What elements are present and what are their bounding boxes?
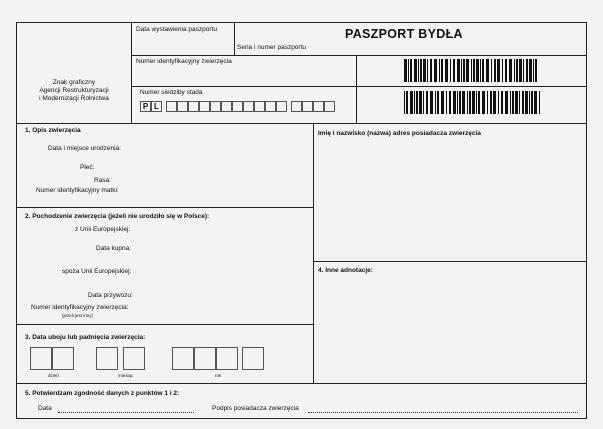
barcode-stripe bbox=[480, 59, 481, 82]
barcode-stripe bbox=[434, 59, 437, 82]
barcode-stripe bbox=[519, 59, 522, 82]
mother-id-label: Numer identyfikacyjny matki: bbox=[36, 187, 119, 194]
non-eu-label: spoza Unii Europejskiej: bbox=[62, 268, 132, 275]
barcode-stripe bbox=[486, 59, 489, 82]
barcode-stripe bbox=[418, 59, 419, 82]
birth-label: Data i miejsce urodzenia: bbox=[48, 145, 121, 152]
owner-heading: Imię i nazwisko (nazwa) adres posiadacza zwierzęcia bbox=[318, 130, 481, 137]
month-caption: miesiąc bbox=[118, 373, 134, 378]
barcode-stripe bbox=[406, 91, 408, 114]
herd-id-cell[interactable] bbox=[188, 101, 199, 112]
logo-line: i Modernizacji Rolnictwa bbox=[39, 95, 109, 102]
barcode-stripe bbox=[487, 91, 488, 114]
barcode-stripe bbox=[457, 91, 458, 114]
barcode-stripe bbox=[482, 59, 484, 82]
divider bbox=[16, 123, 587, 124]
purchase-date-label: Data kupna: bbox=[96, 245, 132, 252]
barcode-stripe bbox=[476, 91, 477, 114]
barcode-stripe bbox=[498, 91, 499, 114]
barcode-stripe bbox=[427, 59, 428, 82]
barcode-stripe bbox=[501, 91, 503, 114]
barcode-stripe bbox=[514, 59, 515, 82]
series-label: Seria i numer paszportu bbox=[237, 44, 307, 51]
herd-id-cell[interactable] bbox=[313, 101, 324, 112]
divider bbox=[234, 22, 235, 56]
barcode-stripe bbox=[462, 91, 465, 114]
barcode-stripe bbox=[473, 59, 475, 82]
barcode-stripe bbox=[516, 59, 518, 82]
herd-id-label: Numer siedziby stada bbox=[140, 89, 203, 96]
barcode-stripe bbox=[512, 91, 514, 114]
barcode-stripe bbox=[423, 91, 424, 114]
barcode-stripe bbox=[441, 59, 443, 82]
barcode-stripe bbox=[439, 59, 440, 82]
divider bbox=[131, 22, 132, 123]
barcode-stripe bbox=[437, 91, 439, 114]
barcode-stripe bbox=[469, 91, 471, 114]
eu-label: z Unii Europejskiej: bbox=[75, 226, 131, 233]
section5-heading: 5. Potwierdzam zgodność danych z punktów 1 i 2: bbox=[25, 390, 180, 397]
herd-id-cell[interactable] bbox=[210, 101, 221, 112]
barcode-stripe bbox=[453, 91, 456, 114]
month-box[interactable] bbox=[96, 347, 118, 370]
day-box[interactable] bbox=[30, 347, 52, 370]
barcode-stripe bbox=[404, 59, 407, 82]
herd-id-cell[interactable] bbox=[221, 101, 232, 112]
barcode-herd-id bbox=[404, 91, 540, 114]
barcode-stripe bbox=[526, 59, 528, 82]
divider bbox=[16, 324, 313, 325]
barcode-stripe bbox=[461, 59, 462, 82]
breed-label: Rasa: bbox=[94, 177, 111, 184]
barcode-stripe bbox=[430, 59, 432, 82]
barcode-stripe bbox=[457, 59, 460, 82]
divider bbox=[313, 123, 314, 383]
barcode-stripe bbox=[419, 91, 422, 114]
confirm-date-input[interactable] bbox=[58, 412, 194, 413]
herd-id-cell[interactable] bbox=[177, 101, 188, 112]
barcode-stripe bbox=[404, 91, 405, 114]
signature-label: Podpis posiadacza zwierzęcia bbox=[212, 405, 299, 412]
barcode-stripe bbox=[535, 59, 537, 82]
barcode-stripe bbox=[539, 91, 540, 114]
year-caption: rok bbox=[215, 373, 222, 378]
barcode-stripe bbox=[441, 91, 444, 114]
barcode-stripe bbox=[467, 91, 468, 114]
barcode-stripe bbox=[529, 59, 532, 82]
barcode-stripe bbox=[505, 91, 508, 114]
barcode-stripe bbox=[529, 91, 530, 114]
barcode-stripe bbox=[453, 59, 455, 82]
herd-id-cell[interactable] bbox=[324, 101, 335, 112]
barcode-stripe bbox=[502, 59, 503, 82]
barcode-stripe bbox=[493, 91, 496, 114]
barcode-stripe bbox=[459, 91, 461, 114]
signature-input[interactable] bbox=[308, 412, 578, 413]
section3-heading: 3. Data uboju lub padnięcia zwierzęcia: bbox=[25, 334, 146, 341]
barcode-stripe bbox=[472, 91, 475, 114]
herd-id-cell[interactable] bbox=[166, 101, 177, 112]
divider bbox=[131, 55, 587, 56]
barcode-stripe bbox=[466, 59, 469, 82]
day-caption: dzień bbox=[48, 373, 59, 378]
confirm-date-label: Data bbox=[38, 405, 52, 412]
herd-id-cell[interactable] bbox=[291, 101, 302, 112]
divider bbox=[131, 86, 356, 87]
barcode-stripe bbox=[449, 91, 451, 114]
barcode-stripe bbox=[519, 91, 520, 114]
barcode-stripe bbox=[534, 91, 537, 114]
year-box[interactable] bbox=[242, 347, 264, 370]
divider bbox=[313, 261, 587, 262]
barcode-stripe bbox=[435, 91, 436, 114]
barcode-stripe bbox=[509, 59, 512, 82]
barcode-stripe bbox=[471, 59, 472, 82]
divider bbox=[356, 55, 357, 123]
herd-id-cell[interactable] bbox=[254, 101, 265, 112]
barcode-stripe bbox=[525, 91, 528, 114]
section1-heading: 1. Opis zwierzęcia bbox=[25, 127, 81, 134]
barcode-stripe bbox=[463, 59, 465, 82]
barcode-stripe bbox=[423, 59, 426, 82]
barcode-stripe bbox=[414, 59, 417, 82]
import-date-label: Data przywozu: bbox=[88, 292, 133, 299]
barcode-stripe bbox=[505, 59, 507, 82]
divider bbox=[16, 383, 587, 384]
sex-label: Płeć: bbox=[80, 164, 95, 171]
divider bbox=[356, 86, 587, 87]
barcode-stripe bbox=[531, 91, 533, 114]
origin-animal-id-label: Numer identyfikacyjny zwierzęcia: bbox=[31, 304, 129, 311]
barcode-stripe bbox=[478, 91, 480, 114]
barcode-stripe bbox=[497, 59, 500, 82]
herd-prefix-cell: L bbox=[151, 101, 162, 112]
barcode-stripe bbox=[445, 59, 448, 82]
barcode-stripe bbox=[450, 59, 451, 82]
barcode-stripe bbox=[416, 91, 418, 114]
logo-line: Agencji Restrukturyzacji bbox=[39, 87, 109, 94]
month-box[interactable] bbox=[123, 347, 145, 370]
barcode-stripe bbox=[490, 91, 492, 114]
barcode-stripe bbox=[476, 59, 479, 82]
barcode-stripe bbox=[446, 91, 447, 114]
herd-id-cell[interactable] bbox=[232, 101, 243, 112]
animal-id-label: Numer identyfikacyjny zwierzęcia bbox=[136, 58, 232, 65]
barcode-stripe bbox=[410, 59, 412, 82]
barcode-stripe bbox=[408, 59, 409, 82]
herd-id-cell[interactable] bbox=[243, 101, 254, 112]
barcode-stripe bbox=[522, 91, 524, 114]
barcode-stripe bbox=[426, 91, 428, 114]
herd-id-cell[interactable] bbox=[276, 101, 287, 112]
origin-animal-id-note: (jeżeli jest inny) bbox=[62, 313, 94, 318]
year-box[interactable] bbox=[194, 347, 216, 370]
barcode-stripe bbox=[510, 91, 511, 114]
barcode-stripe bbox=[410, 91, 413, 114]
herd-id-cell[interactable] bbox=[265, 101, 276, 112]
day-box[interactable] bbox=[52, 347, 74, 370]
herd-id-cell[interactable] bbox=[302, 101, 313, 112]
section2-heading: 2. Pochodzenie zwierzęcia (jeżeli nie urodziło się w Polsce): bbox=[25, 213, 210, 220]
barcode-animal-id bbox=[404, 59, 540, 82]
barcode-stripe bbox=[515, 91, 518, 114]
barcode-stripe bbox=[430, 91, 433, 114]
logo-line: Znak graficzny bbox=[52, 79, 96, 86]
barcode-stripe bbox=[482, 91, 485, 114]
page-title: PASZPORT BYDŁA bbox=[345, 27, 463, 41]
section4-heading: 4. Inne adnotacje: bbox=[318, 267, 373, 274]
herd-prefix-cell: P bbox=[140, 101, 151, 112]
barcode-stripe bbox=[491, 59, 492, 82]
herd-id-cell[interactable] bbox=[199, 101, 210, 112]
issue-date-label: Data wystawienia paszportu bbox=[136, 26, 217, 33]
barcode-stripe bbox=[420, 59, 422, 82]
year-box[interactable] bbox=[216, 347, 238, 370]
divider bbox=[16, 207, 313, 208]
year-box[interactable] bbox=[172, 347, 194, 370]
barcode-stripe bbox=[414, 91, 415, 114]
barcode-stripe bbox=[523, 59, 524, 82]
barcode-stripe bbox=[494, 59, 496, 82]
agency-logo-placeholder bbox=[28, 79, 120, 103]
barcode-stripe bbox=[533, 59, 534, 82]
